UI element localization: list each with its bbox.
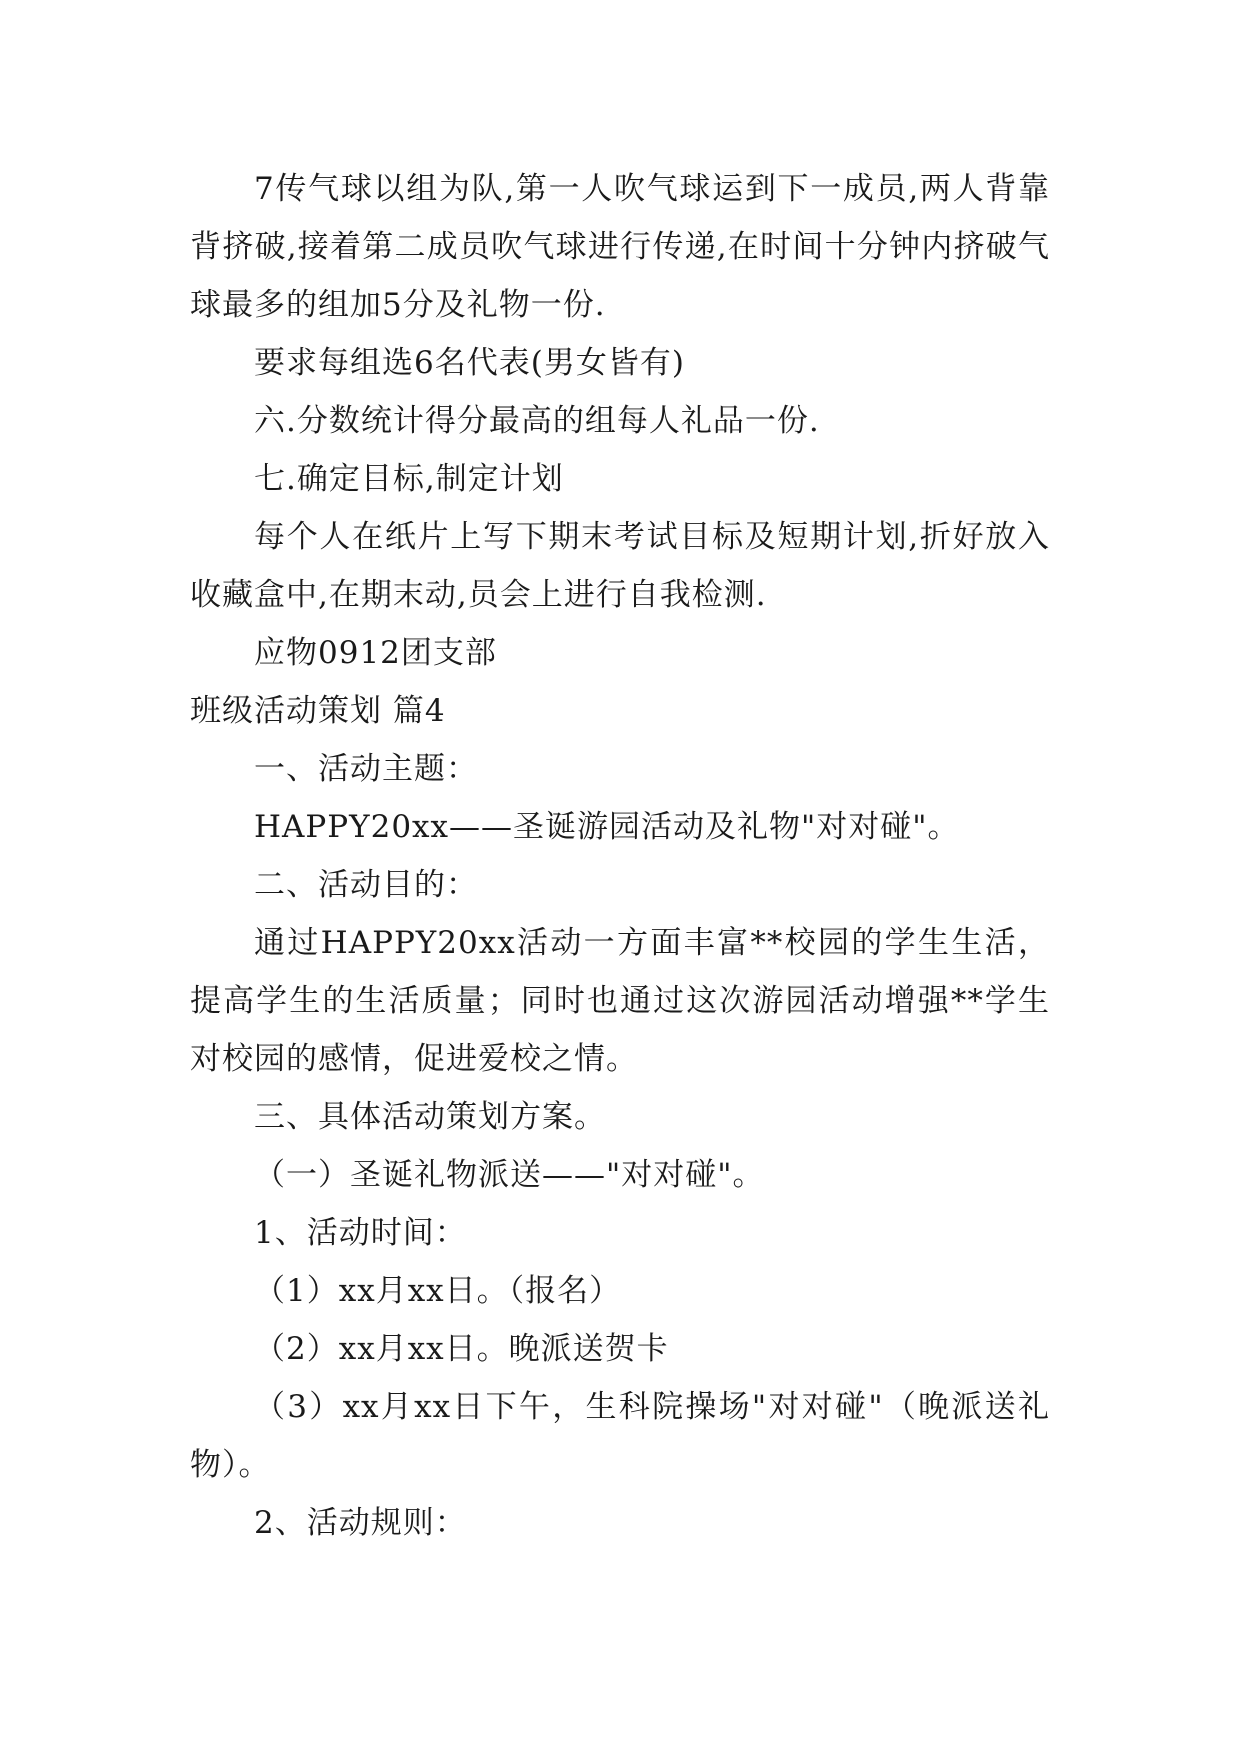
paragraph-gift-exchange: （一）圣诞礼物派送——"对对碰"。: [254, 1157, 765, 1193]
paragraph-goal-plan: 每个人在纸片上写下期末考试目标及短期计划,折好放入收藏盒中,在期末动,员会上进行自我检测.: [190, 519, 1050, 613]
document-body: [190, 160, 1050, 1552]
paragraph-time-2: （2）xx月xx日。晚派送贺卡: [254, 1331, 669, 1367]
paragraph-time-heading: 1、活动时间：: [254, 1215, 467, 1251]
section-heading-plan-4: 班级活动策划 篇4: [190, 693, 446, 729]
paragraph-purpose-heading: 二、活动目的：: [254, 867, 478, 903]
paragraph-section-six: 六.分数统计得分最高的组每人礼品一份.: [254, 403, 820, 439]
paragraph-time-3: （3）xx月xx日下午，生科院操场"对对碰"（晚派送礼物）。: [190, 1389, 1050, 1483]
paragraph-theme: HAPPY20xx——圣诞游园活动及礼物"对对碰"。: [254, 809, 960, 845]
paragraph-purpose: 通过HAPPY20xx活动一方面丰富**校园的学生生活，提高学生的生活质量；同时也通过这次游园活动增强**学生对校园的感情，促进爱校之情。: [190, 925, 1050, 1077]
paragraph-balloon-game: 7传气球以组为队,第一人吹气球运到下一成员,两人背靠背挤破,接着第二成员吹气球进行传递,在时间十分钟内挤破气球最多的组加5分及礼物一份.: [190, 171, 1050, 323]
paragraph-plan-heading: 三、具体活动策划方案。: [254, 1099, 606, 1135]
paragraph-signature: 应物0912团支部: [254, 635, 497, 671]
paragraph-time-1: （1）xx月xx日。（报名）: [254, 1273, 622, 1309]
paragraph-section-seven: 七.确定目标,制定计划: [254, 461, 564, 497]
paragraph-theme-heading: 一、活动主题：: [254, 751, 478, 787]
paragraph-representatives: 要求每组选6名代表(男女皆有): [254, 345, 685, 381]
paragraph-rules-heading: 2、活动规则：: [254, 1505, 467, 1541]
